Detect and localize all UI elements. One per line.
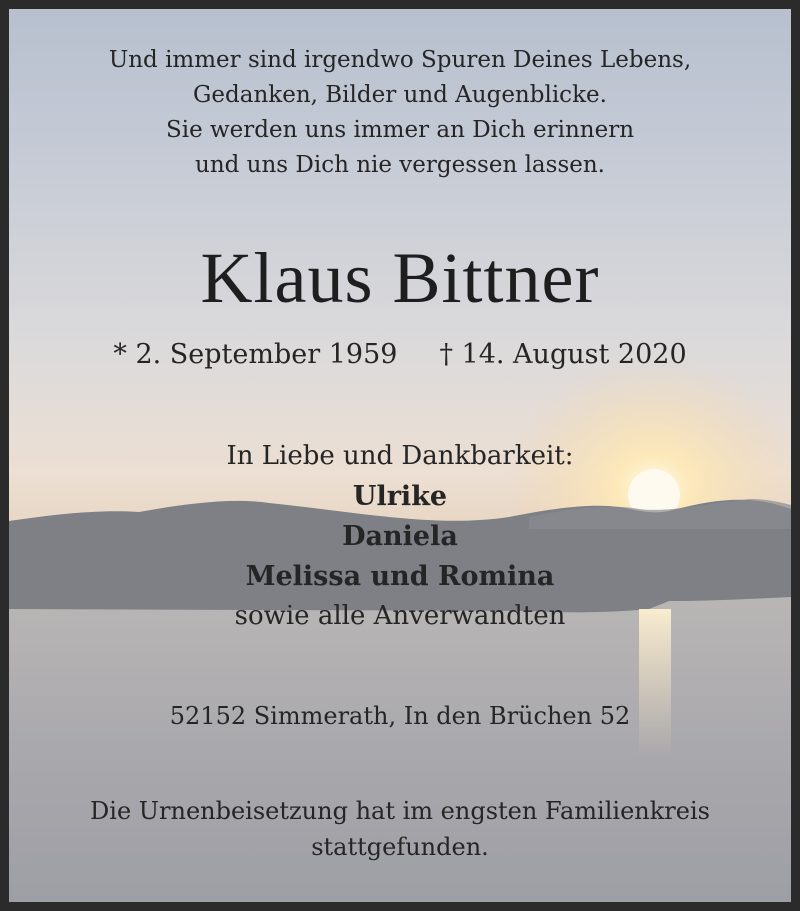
deceased-name: Klaus Bittner [200, 238, 600, 318]
sun-reflection [639, 609, 671, 759]
relatives-line: sowie alle Anverwandten [234, 601, 566, 631]
mourner-name: Ulrike [352, 481, 448, 512]
burial-note-line-1: Die Urnenbeisetzung hat im engsten Familienkreis [90, 797, 710, 825]
death-date: † 14. August 2020 [439, 339, 687, 370]
verse-line-2: Gedanken, Bilder und Augenblicke. [193, 82, 607, 108]
address: 52152 Simmerath, In den Brüchen 52 [169, 702, 631, 730]
verse-line-1: Und immer sind irgendwo Spuren Deines Lebens, [108, 47, 692, 73]
verse-line-4: und uns Dich nie vergessen lassen. [195, 152, 605, 178]
mourner-name: Daniela [342, 521, 458, 552]
mourner-name: Melissa und Romina [245, 561, 555, 592]
life-dates [9, 339, 791, 370]
dedication: In Liebe und Dankbarkeit: [226, 441, 574, 471]
birth-date: * 2. September 1959 [113, 339, 398, 370]
verse-line-3: Sie werden uns immer an Dich erinnern [165, 117, 635, 143]
burial-note-line-2: stattgefunden. [311, 833, 489, 861]
